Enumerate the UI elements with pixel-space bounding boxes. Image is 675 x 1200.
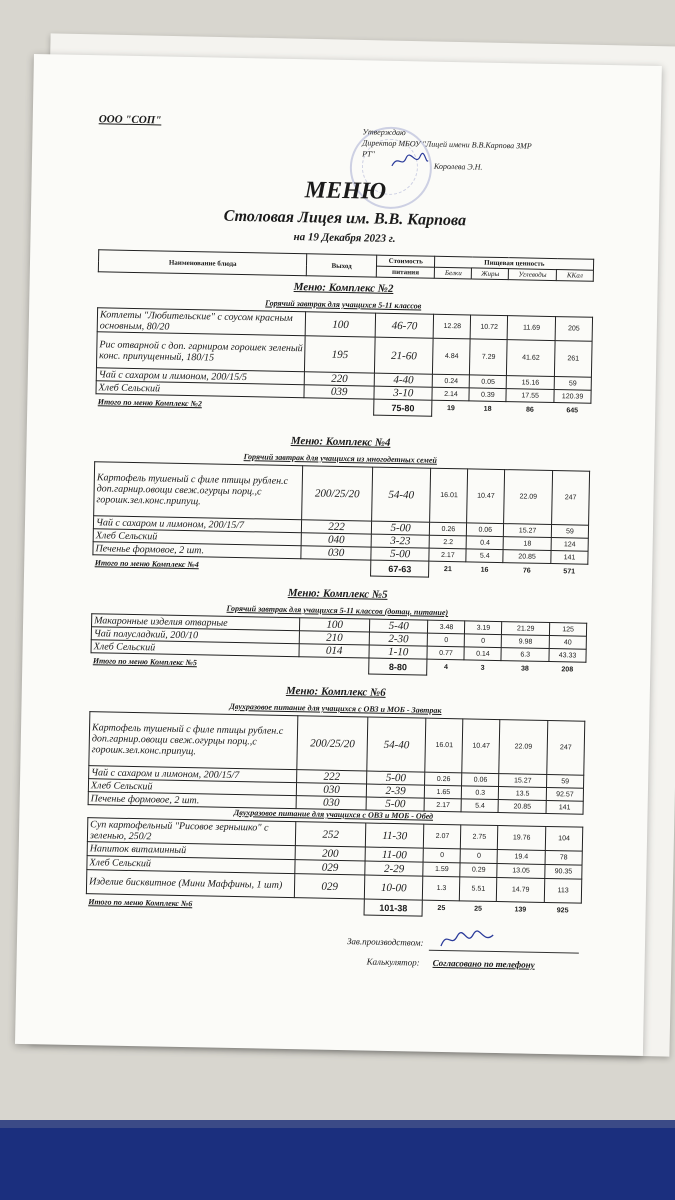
total-label: Итого по меню Комплекс №5 <box>92 656 198 668</box>
dish-output: 030 <box>296 796 366 810</box>
dish-kcal: 43.33 <box>549 649 586 663</box>
dish-protein: 2.07 <box>424 824 461 849</box>
complex-title: Меню: Комплекс №2 <box>293 281 394 295</box>
dish-output: 222 <box>297 770 367 784</box>
dish-carbs: 9.98 <box>501 635 549 649</box>
dish-protein: 0.26 <box>430 522 467 536</box>
approval-name: Королева Э.Н. <box>433 161 483 172</box>
dish-fat: 2.75 <box>461 825 498 850</box>
dish-protein: 0.77 <box>427 646 464 660</box>
dish-name: Хлеб Сельский <box>93 529 302 546</box>
page-subtitle: Столовая Лицея им. В.В. Карпова <box>223 207 467 230</box>
dish-price: 5-00 <box>371 547 430 561</box>
dish-price: 21-60 <box>374 337 433 374</box>
dish-kcal: 261 <box>554 341 592 378</box>
header-table <box>98 249 594 282</box>
total-carbs: 86 <box>525 406 534 414</box>
dish-carbs: 41.62 <box>507 340 555 377</box>
dish-name: Изделие бисквитное (Мини Маффины, 1 шт) <box>86 870 295 898</box>
dish-fat: 10.47 <box>467 469 505 524</box>
dish-fat: 5.4 <box>466 549 503 563</box>
dish-carbs: 18 <box>503 537 551 551</box>
dish-price: 1-10 <box>369 645 428 659</box>
dish-output: 100 <box>306 312 376 337</box>
dish-price: 5-00 <box>366 771 425 785</box>
total-protein: 25 <box>437 905 446 913</box>
total-protein: 4 <box>443 664 449 672</box>
group-subtitle: Двухразовое питание для учащихся с ОВЗ и МОБ - Завтрак <box>229 701 442 715</box>
dish-name: Чай с сахаром и лимоном, 200/15/5 <box>96 368 305 385</box>
blue-floor <box>0 1128 675 1200</box>
dish-carbs: 13.05 <box>497 864 545 879</box>
dish-name: Картофель тушеный с филе птицы рублен.с доп.гарнир.овощи свеж.огурцы порц.,с горошк.зел.конс.припущ. <box>89 712 298 770</box>
dish-fat: 0.06 <box>467 523 504 537</box>
dish-kcal: 104 <box>545 826 582 851</box>
dish-carbs: 15.27 <box>504 524 552 538</box>
dish-output: 200/25/20 <box>297 716 367 771</box>
dish-fat: 0.06 <box>462 773 499 787</box>
dish-name: Напиток витаминный <box>87 842 296 860</box>
dish-carbs: 15.27 <box>499 774 547 788</box>
header-output: Выход <box>307 254 377 277</box>
dish-protein: 2.17 <box>425 798 462 812</box>
menu-sheet <box>15 54 662 1056</box>
total-price: 101-38 <box>364 899 423 916</box>
dish-protein: 0 <box>428 633 465 647</box>
dish-protein: 2.2 <box>430 535 467 549</box>
dish-protein: 3.48 <box>428 620 465 634</box>
dish-fat: 0.05 <box>470 375 507 389</box>
dish-output: 029 <box>295 874 365 899</box>
dish-output: 195 <box>305 336 375 373</box>
director-signature-icon <box>390 152 430 171</box>
dish-carbs: 20.85 <box>498 800 546 814</box>
menu-table <box>92 461 590 581</box>
dish-output: 100 <box>300 618 370 632</box>
total-protein: 19 <box>446 405 455 413</box>
dish-fat: 5.4 <box>461 799 498 813</box>
dish-kcal: 59 <box>551 525 588 539</box>
dish-carbs: 20.85 <box>503 550 551 564</box>
dish-protein: 0.24 <box>433 374 470 388</box>
dish-kcal: 247 <box>552 471 590 526</box>
dish-name: Печенье формовое, 2 шт. <box>88 792 297 809</box>
total-protein: 21 <box>443 566 452 574</box>
dish-protein: 16.01 <box>425 718 463 773</box>
dish-price: 3-23 <box>371 534 430 548</box>
dish-name: Чай с сахаром и лимоном, 200/15/7 <box>89 766 298 783</box>
dish-kcal: 124 <box>551 538 588 552</box>
dish-name: Печенье формовое, 2 шт. <box>93 542 302 559</box>
group-subtitle: Горячий завтрак для учащихся из многодетных семей <box>243 452 438 465</box>
header-protein: Белки <box>435 267 472 279</box>
approval-line-2: Директор МБОУ "Лицей имени В.В.Карпова ЗМР <box>362 138 532 151</box>
dish-price: 54-40 <box>367 717 427 772</box>
dish-kcal: 40 <box>549 636 586 650</box>
dish-price: 2-29 <box>365 861 424 876</box>
dish-carbs: 11.69 <box>507 316 555 341</box>
dish-output: 029 <box>295 860 365 875</box>
dish-protein: 0.26 <box>425 772 462 786</box>
dish-output: 210 <box>300 631 370 645</box>
calculator-label: Калькулятор: <box>366 956 420 968</box>
group-subtitle: Горячий завтрак для учащихся 5-11 классов <box>265 298 422 311</box>
dish-price: 46-70 <box>375 313 434 338</box>
dish-fat: 0.39 <box>469 388 506 402</box>
page-title: МЕНЮ <box>304 177 387 205</box>
dish-carbs: 21.29 <box>502 622 550 636</box>
dish-price: 11-00 <box>365 847 424 862</box>
dish-output: 039 <box>304 385 374 399</box>
dish-price: 54-40 <box>371 467 431 522</box>
dish-protein: 1.3 <box>423 876 460 901</box>
dish-kcal: 141 <box>551 551 588 565</box>
dish-kcal: 90.35 <box>545 864 582 879</box>
dish-carbs: 22.09 <box>499 720 548 775</box>
calculator-value: Согласовано по телефону <box>432 957 535 970</box>
dish-price: 3-10 <box>374 386 433 400</box>
total-kcal: 645 <box>566 407 579 415</box>
dish-fat: 0 <box>460 849 497 864</box>
dish-kcal: 120.39 <box>554 390 591 404</box>
complex-title: Меню: Комплекс №5 <box>287 586 388 601</box>
total-price: 67-63 <box>370 560 429 577</box>
dish-price: 11-30 <box>365 823 424 848</box>
dish-fat: 0.4 <box>466 536 503 550</box>
dish-carbs: 13.5 <box>499 787 547 801</box>
dish-price: 5-00 <box>366 797 425 811</box>
dish-price: 5-00 <box>371 521 430 535</box>
dish-output: 220 <box>305 372 375 386</box>
dish-carbs: 6.3 <box>501 648 549 662</box>
dish-output: 222 <box>302 520 372 534</box>
dish-carbs: 22.09 <box>504 470 553 525</box>
dish-output: 252 <box>296 822 366 847</box>
dish-output: 200/25/20 <box>302 466 372 521</box>
group-subtitle: Горячий завтрак для учащихся 5-11 классов (дотац. питание) <box>226 603 449 618</box>
header-kcal: ККал <box>556 270 593 282</box>
dish-carbs: 15.16 <box>506 376 554 390</box>
dish-kcal: 247 <box>547 720 585 775</box>
total-fat: 16 <box>480 566 489 575</box>
dish-fat: 0 <box>465 634 502 648</box>
menu-table <box>88 711 586 815</box>
production-label: Зав.производством: <box>346 936 424 948</box>
total-price: 75-80 <box>374 399 433 416</box>
header-fat: Жиры <box>472 268 509 280</box>
dish-carbs: 19.4 <box>497 850 545 865</box>
menu-date: на 19 Декабря 2023 г. <box>293 231 396 245</box>
total-fat: 3 <box>480 664 485 673</box>
dish-name: Хлеб Сельский <box>88 779 297 796</box>
menu-table <box>90 613 587 679</box>
dish-kcal: 78 <box>545 850 582 865</box>
total-kcal: 208 <box>561 666 574 674</box>
dish-kcal: 141 <box>546 800 583 814</box>
dish-price: 5-40 <box>369 619 428 633</box>
dish-protein: 1.59 <box>423 862 460 877</box>
dish-protein: 2.14 <box>432 387 469 401</box>
dish-name: Хлеб Сельский <box>96 381 305 398</box>
menu-table <box>86 817 584 920</box>
dish-fat: 10.47 <box>462 719 500 774</box>
menu-table <box>95 307 593 420</box>
table-row <box>89 712 585 775</box>
dish-price: 10-00 <box>364 875 423 900</box>
dish-kcal: 205 <box>555 317 592 342</box>
dish-protein: 2.17 <box>429 548 466 562</box>
dish-kcal: 113 <box>544 878 581 903</box>
dish-carbs: 14.79 <box>497 878 545 903</box>
header-nutrition: Пищевая ценность <box>435 256 594 270</box>
header-price-2: питания <box>376 266 435 278</box>
dish-fat: 3.19 <box>465 621 502 635</box>
dish-output: 014 <box>299 644 369 658</box>
total-kcal: 571 <box>563 568 576 576</box>
dish-protein: 12.28 <box>434 314 471 339</box>
total-kcal: 925 <box>556 907 569 915</box>
dish-kcal: 59 <box>554 377 591 391</box>
dish-price: 2-39 <box>366 784 425 798</box>
group-subtitle: Двухразовое питание для учащихся с ОВЗ и МОБ - Обед <box>233 807 434 821</box>
dish-name: Хлеб Сельский <box>91 640 300 657</box>
dish-fat: 0.3 <box>462 786 499 800</box>
header-carbs: Углеводы <box>509 269 557 281</box>
dish-name: Макаронные изделия отварные <box>92 614 301 631</box>
approval-block <box>362 126 593 174</box>
total-label: Итого по меню Комплекс №6 <box>88 897 193 909</box>
total-carbs: 76 <box>522 567 531 575</box>
header-name: Наименование блюда <box>98 250 307 276</box>
dish-output: 030 <box>301 546 371 560</box>
total-fat: 18 <box>483 405 492 414</box>
dish-name: Котлеты "Любительские" с соусом красным основным, 80/20 <box>97 308 306 336</box>
total-carbs: 139 <box>514 906 527 914</box>
total-carbs: 38 <box>520 665 529 673</box>
dish-name: Картофель тушеный с филе птицы рублен.с доп.гарнир.овощи свеж.огурцы порц.,с горошк.зел.конс.припущ. <box>94 462 303 520</box>
dish-name: Хлеб Сельский <box>87 856 296 874</box>
complex-title: Меню: Комплекс №4 <box>290 435 391 449</box>
total-price: 8-80 <box>369 658 428 675</box>
approval-line-1: Утверждаю <box>362 127 406 138</box>
dish-carbs: 17.55 <box>506 389 554 403</box>
dish-protein: 16.01 <box>430 468 468 523</box>
dish-name: Рис отварной с доп. гарниром горошек зеленый конс. припущенный, 180/15 <box>96 332 305 372</box>
header-price-1: Стоимость <box>376 255 435 267</box>
total-label: Итого по меню Комплекс №2 <box>97 397 202 409</box>
dish-output: 200 <box>295 846 365 861</box>
dish-output: 030 <box>297 783 367 797</box>
approval-line-3: РТ" <box>362 149 375 159</box>
dish-name: Суп картофельный "Рисовое зернышко" с зеленью, 250/2 <box>87 818 296 846</box>
dish-protein: 4.84 <box>433 338 471 375</box>
dish-output: 040 <box>302 533 372 547</box>
total-label: Итого по меню Комплекс №4 <box>94 558 199 570</box>
dish-price: 4-40 <box>374 373 433 387</box>
dish-protein: 0 <box>424 848 461 863</box>
dish-name: Чай с сахаром и лимоном, 200/15/7 <box>93 516 302 533</box>
dish-fat: 5.51 <box>460 877 497 902</box>
org-name: ООО "СОП" <box>98 113 162 127</box>
dish-fat: 0.29 <box>460 863 497 878</box>
dish-fat: 0.14 <box>464 647 501 661</box>
complex-title: Меню: Комплекс №6 <box>285 684 386 699</box>
dish-kcal: 125 <box>549 623 586 637</box>
dish-kcal: 59 <box>547 774 584 788</box>
dish-protein: 1.65 <box>425 785 462 799</box>
dish-fat: 10.72 <box>471 315 508 340</box>
table-row <box>94 462 590 525</box>
dish-kcal: 92.57 <box>546 787 583 801</box>
dish-carbs: 19.76 <box>498 826 546 851</box>
dish-fat: 7.29 <box>470 339 508 376</box>
total-fat: 25 <box>474 905 482 914</box>
dish-price: 2-30 <box>369 632 428 646</box>
dish-name: Чай полусладкий, 200/10 <box>91 627 300 644</box>
